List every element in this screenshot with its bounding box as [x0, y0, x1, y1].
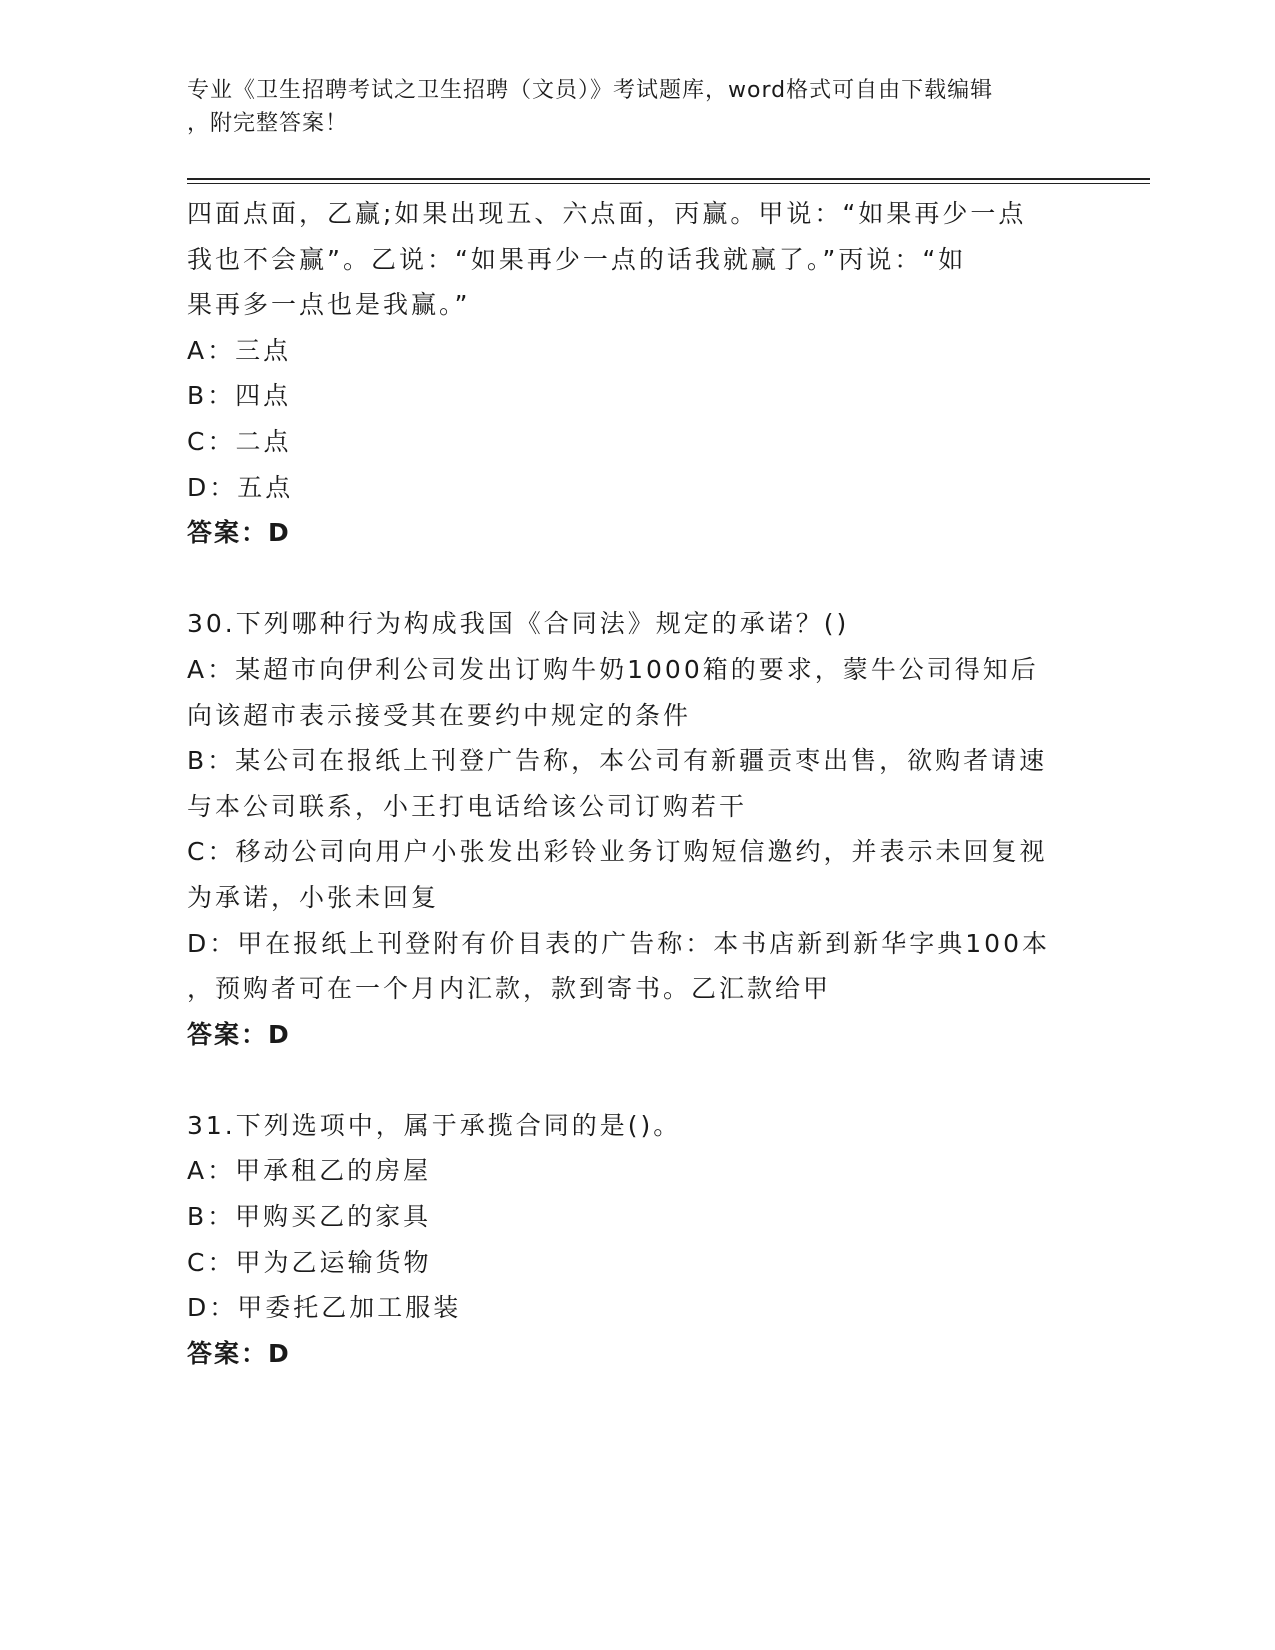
- question-text: 30.下列哪种行为构成我国《合同法》规定的承诺？(): [187, 609, 850, 639]
- document-body: [187, 191, 1087, 1376]
- option-a: A：三点: [187, 335, 292, 365]
- question-31: [187, 1103, 1087, 1377]
- option-c: C：甲为乙运输货物: [187, 1247, 432, 1277]
- option-d-line: D：甲在报纸上刊登附有价目表的广告称：本书店新到新华字典100本: [187, 928, 1050, 958]
- option-b: B：甲购买乙的家具: [187, 1202, 432, 1232]
- option-a-line: 向该超市表示接受其在要约中规定的条件: [187, 700, 692, 730]
- answer: 答案：D: [187, 1019, 291, 1049]
- option-c: C：二点: [187, 426, 292, 456]
- option-c-line: 为承诺，小张未回复: [187, 882, 440, 912]
- spacer: [187, 1057, 1087, 1103]
- option-b-line: 与本公司联系，小王打电话给该公司订购若干: [187, 791, 748, 821]
- header-divider-thin: [187, 183, 1150, 184]
- document-header: [187, 74, 1067, 140]
- answer: 答案：D: [187, 1338, 291, 1368]
- question-text-line: 四面点面，乙赢;如果出现五、六点面，丙赢。甲说：“如果再少一点: [187, 199, 1027, 228]
- option-c-line: C：移动公司向用户小张发出彩铃业务订购短信邀约，并表示未回复视: [187, 837, 1048, 867]
- spacer: [187, 556, 1087, 602]
- option-d-line: ，预购者可在一个月内汇款，款到寄书。乙汇款给甲: [187, 974, 832, 1004]
- answer: 答案：D: [187, 518, 291, 548]
- question-text: 31.下列选项中，属于承揽合同的是()。: [187, 1110, 682, 1140]
- question-29: [187, 191, 1087, 556]
- header-divider-thick: [187, 178, 1150, 180]
- option-a-line: A：某超市向伊利公司发出订购牛奶1000箱的要求，蒙牛公司得知后: [187, 654, 1039, 684]
- header-line-2: ，附完整答案！: [187, 111, 349, 136]
- option-d: D：甲委托乙加工服装: [187, 1293, 462, 1323]
- header-line-1: 专业《卫生招聘考试之卫生招聘（文员）》考试题库，word格式可自由下载编辑: [187, 78, 994, 103]
- option-a: A：甲承租乙的房屋: [187, 1156, 432, 1186]
- option-b: B：四点: [187, 381, 292, 411]
- question-30: [187, 601, 1087, 1057]
- question-text-line: 我也不会赢”。乙说：“如果再少一点的话我就赢了。”丙说：“如: [187, 244, 967, 274]
- option-b-line: B：某公司在报纸上刊登广告称，本公司有新疆贡枣出售，欲购者请速: [187, 746, 1048, 776]
- question-text-line: 果再多一点也是我赢。”: [187, 290, 471, 320]
- option-d: D：五点: [187, 472, 294, 502]
